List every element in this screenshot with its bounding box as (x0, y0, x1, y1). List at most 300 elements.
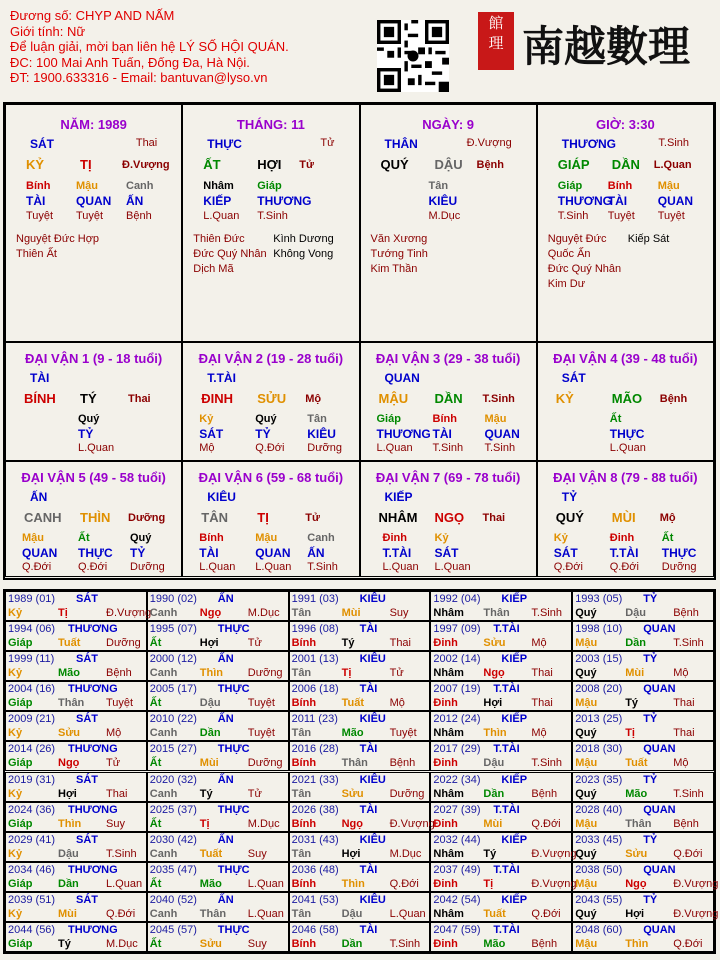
year-god: SÁT (76, 593, 98, 605)
year-cell (572, 711, 714, 741)
year-label: 1995 (07) (149, 623, 197, 636)
year-label: 2032 (44) (433, 833, 481, 846)
year-cell (289, 741, 431, 771)
year-cell (430, 651, 572, 681)
year-cell (147, 892, 289, 922)
year-state: Suy (247, 937, 267, 950)
year-chi: Hợi (483, 697, 503, 710)
year-state: Dưỡng (247, 667, 283, 680)
dai-van-can: CANH (24, 510, 62, 525)
year-can: Ất (149, 877, 162, 890)
year-can: Nhâm (433, 607, 464, 619)
hidden-god: THỰC (609, 427, 645, 441)
year-god: KIẾP (501, 713, 528, 726)
year-god: ẤN (217, 773, 234, 786)
year-label: 2042 (54) (433, 893, 481, 906)
year-can: Mậu (575, 877, 598, 890)
hidden-state: Q.Đới (78, 561, 108, 573)
year-can: Canh (149, 847, 178, 860)
year-can: Tân (291, 907, 312, 920)
year-chi: Dần (483, 787, 505, 800)
pillar-title: NĂM: 1989 (60, 117, 127, 132)
hidden-stem: Canh (307, 532, 335, 544)
hidden-state: L.Quan (434, 561, 471, 573)
pillar-state-top: Tử (320, 137, 335, 149)
year-god: TỶ (643, 773, 658, 786)
year-can: Mậu (575, 817, 598, 830)
year-cell (289, 862, 431, 892)
year-state: M.Dục (106, 937, 138, 950)
year-label: 2030 (42) (149, 833, 197, 846)
year-chi: Dần (199, 727, 221, 740)
year-chi: Mão (199, 877, 222, 890)
year-state: Mộ (106, 727, 122, 740)
pillar-state: L.Quan (653, 159, 692, 171)
year-can: Ất (149, 937, 162, 950)
year-state: Suy (247, 847, 267, 860)
pillar-cell (5, 104, 182, 342)
year-label: 2006 (18) (291, 683, 339, 696)
year-state: Dưỡng (247, 757, 283, 770)
year-label: 1998 (10) (575, 623, 623, 636)
hidden-state: T.Sinh (557, 210, 589, 222)
year-cell (430, 741, 572, 771)
year-state: Bệnh (389, 757, 416, 770)
hidden-stem: Giáp (257, 180, 282, 192)
dai-van-state: Mộ (659, 512, 676, 524)
year-label: 2043 (55) (575, 893, 623, 906)
dai-van-can: QUÝ (555, 510, 584, 525)
year-state: Tử (106, 757, 121, 770)
year-cell (289, 892, 431, 922)
contact-line: Để luận giải, mời bạn liên hệ LÝ SỐ HỘI QUÁN. (10, 39, 289, 54)
year-label: 2016 (28) (291, 743, 339, 756)
year-can: Canh (149, 727, 178, 740)
year-can: Ất (149, 757, 162, 770)
year-can: Kỷ (8, 607, 23, 619)
year-god: KIẾP (501, 773, 528, 786)
hidden-god: SÁT (434, 546, 459, 560)
pillar-can: KỶ (26, 157, 45, 172)
hidden-state: Dưỡng (661, 561, 697, 573)
dai-van-chi: THÌN (80, 510, 111, 525)
hidden-state: T.Sinh (257, 210, 288, 222)
pillar-god-top: THÂN (384, 137, 418, 151)
hidden-god: KIÊU (428, 194, 458, 208)
dai-van-title: ĐẠI VẬN 2 (19 - 28 tuổi) (198, 351, 344, 366)
dai-van-title: ĐẠI VẬN 6 (59 - 68 tuổi) (198, 470, 344, 485)
year-state: Mộ (531, 727, 547, 740)
year-god: KIÊU (359, 893, 386, 906)
pillar-cell (182, 104, 359, 342)
dai-van-cell (182, 461, 359, 577)
year-god: QUAN (643, 743, 676, 756)
year-state: Bệnh (673, 607, 699, 619)
year-chi: Sửu (483, 637, 506, 650)
hidden-state: Dưỡng (307, 442, 343, 454)
year-god: SÁT (76, 773, 98, 786)
year-chi: Thân (341, 757, 368, 770)
dai-van-state: Mộ (305, 393, 322, 405)
year-can: Canh (149, 787, 178, 800)
year-can: Giáp (8, 937, 33, 950)
year-can: Mậu (575, 757, 598, 770)
year-state: Suy (106, 817, 125, 830)
year-label: 1992 (04) (433, 593, 481, 605)
year-chi: Tý (341, 637, 355, 650)
year-label: 2013 (25) (575, 713, 623, 726)
year-cell (5, 862, 147, 892)
hidden-god: ẤN (126, 194, 144, 208)
year-chi: Thân (58, 697, 85, 710)
dai-van-state: Bệnh (659, 393, 688, 405)
hidden-state: Bệnh (126, 210, 152, 222)
hidden-god: TỶ (130, 546, 146, 560)
hidden-stem: Mậu (255, 532, 278, 544)
year-god: TỶ (643, 893, 658, 906)
year-can: Đinh (433, 937, 458, 950)
hidden-state: Tuyệt (657, 210, 685, 222)
year-can: Bính (291, 757, 317, 770)
year-can: Quý (575, 667, 597, 680)
year-can: Quý (575, 607, 597, 619)
dai-van-title: ĐẠI VẬN 8 (79 - 88 tuổi) (553, 470, 698, 485)
year-state: Đ.Vượng (673, 907, 719, 920)
year-chi: Mùi (341, 607, 361, 619)
pillar-title: NGÀY: 9 (422, 117, 474, 132)
year-god: QUAN (643, 623, 676, 636)
hidden-stem: Tân (307, 413, 327, 425)
year-can: Nhâm (433, 847, 464, 860)
pillar-cell (360, 104, 537, 342)
year-label: 2041 (53) (291, 893, 339, 906)
year-cell (5, 621, 147, 651)
year-state: Thai (106, 787, 128, 800)
year-state: T.Sinh (673, 637, 704, 650)
pillar-state: Bệnh (476, 159, 504, 171)
year-can: Kỷ (8, 667, 23, 680)
year-cell (430, 591, 572, 621)
hidden-god: THỰC (661, 546, 697, 560)
dai-van-state: Dưỡng (128, 512, 166, 524)
year-state: Q.Đới (531, 907, 561, 920)
dai-van-chi: NGỌ (434, 510, 465, 525)
hidden-state: L.Quan (382, 561, 419, 573)
dai-van-cell (537, 461, 714, 577)
year-chi: Tý (58, 937, 71, 950)
star-name: Văn Xương (370, 233, 428, 245)
year-god: ẤN (217, 893, 234, 906)
year-label: 2027 (39) (433, 803, 481, 816)
pillar-chi: DẦN (611, 157, 640, 172)
year-chi: Mùi (625, 667, 645, 680)
year-label: 2015 (27) (149, 743, 197, 756)
hidden-state: M.Dục (428, 210, 461, 222)
pillar-can: QUÝ (380, 157, 409, 172)
year-label: 2047 (59) (433, 923, 481, 936)
year-label: 2018 (30) (575, 743, 623, 756)
header-info (10, 8, 289, 86)
hidden-stem: Tân (428, 180, 449, 192)
year-state: Đ.Vượng (531, 847, 577, 860)
year-state: L.Quan (247, 877, 284, 890)
year-state: Q.Đới (389, 877, 419, 890)
hidden-god: THƯƠNG (257, 194, 312, 208)
year-label: 1996 (08) (291, 623, 339, 636)
year-cell (572, 922, 714, 952)
star-name: Dịch Mã (193, 263, 234, 275)
year-cell (430, 802, 572, 832)
year-state: Dưỡng (106, 637, 141, 650)
year-state: Tử (389, 667, 404, 680)
pillar-state-top: Đ.Vượng (466, 137, 512, 149)
dai-van-chi: SỬU (257, 391, 287, 406)
year-chi: Thân (625, 817, 652, 830)
hidden-god: QUAN (22, 546, 58, 560)
year-chi: Tuất (341, 697, 364, 710)
year-chi: Tuất (58, 637, 81, 650)
hidden-state: Dưỡng (130, 561, 165, 573)
year-cell (147, 651, 289, 681)
year-label: 2010 (22) (149, 713, 197, 726)
hidden-state: L.Quan (376, 442, 413, 454)
hidden-god: TÀI (607, 194, 628, 208)
year-god: TỶ (643, 713, 658, 726)
year-chi: Dậu (58, 847, 79, 860)
year-label: 2025 (37) (149, 803, 197, 816)
year-god: KIÊU (359, 593, 386, 605)
pillar-title: GIỜ: 3:30 (595, 117, 655, 132)
year-state: Đ.Vượng (531, 877, 577, 890)
hidden-stem: Giáp (376, 413, 401, 425)
year-god: KIÊU (359, 713, 386, 726)
dai-van-chi: MÙI (611, 510, 636, 525)
year-state: Đ.Vượng (106, 607, 152, 619)
year-state: L.Quan (247, 907, 284, 920)
hidden-stem: Ất (78, 532, 90, 544)
hidden-god: ẤN (307, 546, 325, 560)
year-state: Thai (673, 727, 695, 740)
year-can: Tân (291, 607, 312, 619)
year-label: 2039 (51) (8, 893, 56, 906)
year-label: 2005 (17) (149, 683, 197, 696)
year-cell (5, 681, 147, 711)
year-chi: Sửu (625, 847, 648, 860)
pillar-god-top: SÁT (30, 137, 54, 151)
star-name: Thiên Đức (193, 233, 245, 245)
year-can: Đinh (433, 637, 458, 650)
year-cell (289, 651, 431, 681)
year-chi: Hợi (625, 907, 645, 920)
year-label: 2017 (29) (433, 743, 481, 756)
year-chi: Dậu (625, 607, 646, 619)
year-can: Tân (291, 787, 312, 800)
year-god: TÀI (359, 683, 378, 696)
year-state: Đ.Vượng (673, 877, 719, 890)
year-label: 1990 (02) (149, 593, 197, 605)
star-name: Thiên Ất (16, 248, 57, 260)
year-can: Tân (291, 847, 312, 860)
year-state: Thai (673, 697, 695, 710)
year-chi: Ngọ (199, 607, 222, 619)
hidden-stem: Bính (607, 180, 633, 192)
year-chi: Mão (58, 667, 80, 680)
year-can: Canh (149, 667, 178, 680)
year-cell (5, 741, 147, 771)
year-table (3, 589, 719, 954)
year-chi: Dậu (199, 697, 221, 710)
hidden-state: Tuyệt (607, 210, 635, 222)
year-cell (430, 922, 572, 952)
year-label: 2008 (20) (575, 683, 623, 696)
year-cell (430, 772, 572, 802)
hidden-state: Q.Đới (22, 561, 52, 573)
year-chi: Thân (199, 907, 227, 920)
dai-van-state: Tử (305, 512, 320, 524)
pillar-god-top: THƯƠNG (561, 137, 616, 151)
hidden-state: Q.Đới (255, 442, 285, 454)
year-chi: Mão (483, 937, 506, 950)
year-god: T.TÀI (493, 863, 520, 876)
year-god: T.TÀI (493, 623, 520, 636)
dai-van-god: ẤN (30, 490, 48, 504)
year-can: Kỷ (8, 787, 23, 800)
year-can: Ất (149, 697, 162, 710)
star-name: Kim Thần (370, 263, 418, 275)
year-cell (147, 832, 289, 862)
gender-value: Nữ (66, 23, 86, 39)
year-chi: Hợi (58, 787, 77, 800)
year-god: THƯƠNG (68, 683, 118, 696)
year-label: 2002 (14) (433, 653, 481, 666)
year-can: Giáp (8, 817, 33, 830)
year-god: TÀI (359, 743, 378, 756)
year-cell (289, 621, 431, 651)
year-god: THỰC (217, 803, 250, 816)
dai-van-god: KIẾP (384, 490, 413, 504)
year-state: Thai (531, 697, 553, 710)
year-label: 2031 (43) (291, 833, 339, 846)
year-god: THỰC (217, 923, 250, 936)
pillar-chi: TỊ (80, 157, 92, 172)
year-cell (147, 741, 289, 771)
hidden-god: QUAN (76, 194, 112, 208)
year-god: TÀI (359, 863, 378, 876)
hidden-god: THƯƠNG (557, 194, 612, 208)
year-chi: Tuất (199, 847, 223, 860)
hidden-stem: Quý (78, 413, 100, 425)
year-cell (147, 621, 289, 651)
year-cell (572, 621, 714, 651)
year-can: Ất (149, 817, 162, 830)
year-state: Suy (389, 607, 409, 619)
year-chi: Tuất (483, 907, 506, 920)
brand-logo (478, 12, 710, 74)
dai-van-cell (5, 461, 182, 577)
hidden-god: TÀI (26, 194, 46, 208)
hidden-stem: Bính (26, 180, 51, 192)
year-god: THỰC (217, 623, 250, 636)
dai-van-title: ĐẠI VẬN 1 (9 - 18 tuổi) (25, 351, 163, 366)
year-cell (572, 862, 719, 892)
year-chi: Tuất (625, 757, 648, 770)
year-chi: Sửu (199, 937, 222, 950)
year-cell (147, 862, 289, 892)
hidden-stem: Canh (126, 180, 154, 192)
year-state: T.Sinh (673, 787, 704, 800)
dai-van-title: ĐẠI VẬN 7 (69 - 78 tuổi) (375, 470, 521, 485)
year-chi: Dậu (483, 757, 505, 770)
year-state: Bệnh (106, 667, 132, 680)
dai-van-cell (360, 342, 537, 461)
year-cell (147, 922, 289, 952)
hidden-stem: Mậu (484, 413, 507, 425)
year-cell (147, 591, 289, 621)
year-god: SÁT (76, 713, 98, 726)
year-state: Q.Đới (531, 817, 561, 830)
year-chi: Ngọ (58, 757, 80, 770)
dai-van-god: SÁT (561, 371, 586, 385)
year-god: ẤN (217, 653, 234, 666)
year-cell (430, 892, 572, 922)
hidden-stem: Bính (199, 532, 224, 544)
pillar-cell (537, 104, 714, 342)
year-state: Q.Đới (106, 907, 136, 920)
year-god: TỶ (643, 653, 658, 666)
year-label: 2029 (41) (8, 833, 56, 846)
dai-van-can: ĐINH (201, 391, 234, 406)
dai-van-cell (537, 342, 714, 461)
year-cell (572, 772, 714, 802)
year-label: 1989 (01) (8, 593, 56, 605)
year-god: KIÊU (359, 833, 386, 846)
year-chi: Tý (625, 697, 639, 710)
year-cell (5, 922, 147, 952)
dai-van-chi: MÃO (611, 391, 643, 406)
year-can: Kỷ (8, 907, 23, 920)
hidden-stem: Bính (432, 413, 457, 425)
year-label: 1999 (11) (8, 653, 55, 666)
year-chi: Tý (483, 847, 497, 860)
year-cell (572, 591, 714, 621)
year-can: Tân (291, 667, 312, 680)
year-chi: Thìn (625, 937, 649, 950)
year-cell (572, 651, 714, 681)
year-chi: Mùi (58, 907, 77, 920)
year-state: Mộ (673, 667, 689, 680)
hidden-state: L.Quan (78, 442, 115, 454)
year-god: KIẾP (501, 833, 528, 846)
year-can: Nhâm (433, 727, 464, 740)
year-chi: Tị (199, 817, 210, 830)
year-label: 2048 (60) (575, 923, 623, 936)
dai-van-can: TÂN (201, 510, 228, 525)
year-label: 2040 (52) (149, 893, 197, 906)
year-cell (5, 711, 147, 741)
year-can: Nhâm (433, 667, 464, 680)
hidden-state: Tuyệt (26, 210, 54, 222)
year-state: T.Sinh (389, 937, 421, 950)
hidden-stem: Nhâm (203, 180, 234, 192)
year-chi: Dậu (341, 907, 363, 920)
year-can: Mậu (575, 937, 598, 950)
year-chi: Sửu (58, 727, 81, 740)
hidden-god: TỶ (78, 427, 94, 441)
year-chi: Mão (625, 787, 648, 800)
year-state: M.Dục (389, 847, 422, 860)
year-cell (147, 711, 289, 741)
year-cell (5, 591, 152, 621)
